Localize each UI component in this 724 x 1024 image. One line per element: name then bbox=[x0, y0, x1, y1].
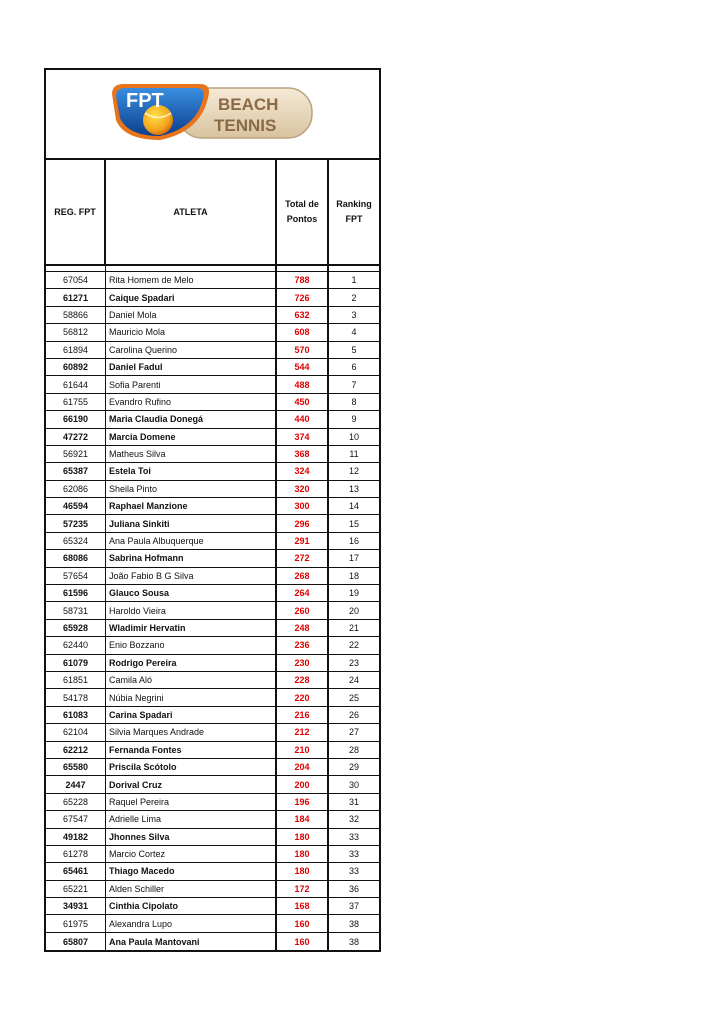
rank-cell: 28 bbox=[348, 744, 359, 755]
reg-cell: 61079 bbox=[46, 655, 106, 671]
points-cell: 368 bbox=[277, 446, 329, 462]
table-row bbox=[46, 481, 379, 498]
ranking-rows bbox=[46, 272, 379, 950]
table-row bbox=[46, 272, 379, 289]
header-athlete: ATLETA bbox=[106, 160, 277, 264]
header-points: Total de Pontos bbox=[277, 160, 329, 264]
points-cell: 264 bbox=[277, 585, 329, 601]
table-row bbox=[46, 342, 379, 359]
athlete-cell: Maria Claudia Donegá bbox=[106, 411, 277, 427]
points-cell: 632 bbox=[277, 307, 329, 323]
table-row bbox=[46, 620, 379, 637]
points-cell: 324 bbox=[277, 463, 329, 479]
reg-cell: 65324 bbox=[46, 533, 106, 549]
points-cell: 268 bbox=[277, 568, 329, 584]
rank-cell: 17 bbox=[348, 553, 359, 564]
reg-cell: 49182 bbox=[46, 829, 106, 845]
reg-cell: 58731 bbox=[46, 602, 106, 618]
reg-cell: 58866 bbox=[46, 307, 106, 323]
rank-cell: 24 bbox=[348, 675, 359, 686]
reg-cell: 54178 bbox=[46, 689, 106, 705]
athlete-cell: Ana Paula Albuquerque bbox=[106, 533, 277, 549]
table-row bbox=[46, 307, 379, 324]
athlete-cell: Daniel Mola bbox=[106, 307, 277, 323]
rank-cell: 33 bbox=[348, 849, 359, 860]
athlete-cell: Rodrigo Pereira bbox=[106, 655, 277, 671]
athlete-cell: Cinthia Cipolato bbox=[106, 898, 277, 914]
table-row bbox=[46, 829, 379, 846]
rank-cell: 21 bbox=[348, 623, 359, 633]
reg-cell: 65228 bbox=[46, 794, 106, 810]
reg-cell: 57654 bbox=[46, 568, 106, 584]
rank-cell: 4 bbox=[351, 327, 357, 338]
table-row bbox=[46, 863, 379, 880]
rank-cell: 36 bbox=[348, 883, 359, 894]
points-cell: 726 bbox=[277, 289, 329, 305]
reg-cell: 65461 bbox=[46, 863, 106, 879]
rank-cell: 22 bbox=[348, 640, 359, 651]
reg-cell: 65221 bbox=[46, 881, 106, 897]
reg-cell: 61644 bbox=[46, 376, 106, 392]
ranking-sheet bbox=[44, 68, 381, 952]
rank-cell: 38 bbox=[348, 936, 359, 947]
rank-cell: 15 bbox=[348, 518, 359, 529]
rank-cell: 5 bbox=[351, 344, 357, 355]
reg-cell: 61083 bbox=[46, 707, 106, 723]
athlete-cell: Dorival Cruz bbox=[106, 776, 277, 792]
header-reg: REG. FPT bbox=[46, 160, 106, 264]
rank-cell: 8 bbox=[351, 396, 357, 407]
athlete-cell: João Fabio B G Silva bbox=[106, 568, 277, 584]
reg-cell: 61755 bbox=[46, 394, 106, 410]
reg-cell: 56921 bbox=[46, 446, 106, 462]
reg-cell: 67547 bbox=[46, 811, 106, 827]
reg-cell: 61894 bbox=[46, 342, 106, 358]
athlete-cell: Enio Bozzano bbox=[106, 637, 277, 653]
table-row bbox=[46, 776, 379, 793]
reg-cell: 62212 bbox=[46, 742, 106, 758]
fpt-beach-tennis-logo bbox=[108, 80, 318, 144]
athlete-cell: Sheila Pinto bbox=[106, 481, 277, 497]
reg-cell: 61278 bbox=[46, 846, 106, 862]
athlete-cell: Camila Aló bbox=[106, 672, 277, 688]
reg-cell: 65580 bbox=[46, 759, 106, 775]
rank-cell: 6 bbox=[351, 362, 357, 373]
table-row bbox=[46, 585, 379, 602]
reg-cell: 47272 bbox=[46, 429, 106, 445]
rank-cell: 10 bbox=[348, 431, 359, 442]
points-cell: 180 bbox=[277, 863, 329, 879]
points-cell: 488 bbox=[277, 376, 329, 392]
athlete-cell: Priscila Scótolo bbox=[106, 759, 277, 775]
athlete-cell: Glauco Sousa bbox=[106, 585, 277, 601]
reg-cell: 60892 bbox=[46, 359, 106, 375]
points-cell: 180 bbox=[277, 846, 329, 862]
rank-cell: 23 bbox=[348, 657, 359, 668]
rank-cell: 1 bbox=[351, 275, 357, 286]
rank-cell: 20 bbox=[348, 605, 359, 616]
svg-text:TENNIS: TENNIS bbox=[214, 116, 277, 135]
points-cell: 210 bbox=[277, 742, 329, 758]
table-row bbox=[46, 898, 379, 915]
rank-cell: 9 bbox=[351, 414, 357, 425]
athlete-cell: Carolina Querino bbox=[106, 342, 277, 358]
rank-cell: 27 bbox=[348, 727, 359, 738]
table-header bbox=[46, 160, 379, 266]
reg-cell: 62086 bbox=[46, 481, 106, 497]
points-cell: 236 bbox=[277, 637, 329, 653]
points-cell: 216 bbox=[277, 707, 329, 723]
reg-cell: 57235 bbox=[46, 515, 106, 531]
reg-cell: 68086 bbox=[46, 550, 106, 566]
reg-cell: 2447 bbox=[46, 776, 106, 792]
rank-cell: 19 bbox=[348, 588, 359, 599]
athlete-cell: Silvia Marques Andrade bbox=[106, 724, 277, 740]
table-row bbox=[46, 429, 379, 446]
points-cell: 200 bbox=[277, 776, 329, 792]
table-row bbox=[46, 446, 379, 463]
athlete-cell: Núbia Negrini bbox=[106, 689, 277, 705]
points-cell: 544 bbox=[277, 359, 329, 375]
table-row bbox=[46, 846, 379, 863]
athlete-cell: Sofia Parenti bbox=[106, 376, 277, 392]
athlete-cell: Estela Toi bbox=[106, 463, 277, 479]
table-row bbox=[46, 498, 379, 515]
table-row bbox=[46, 724, 379, 741]
athlete-cell: Sabrina Hofmann bbox=[106, 550, 277, 566]
rank-cell: 18 bbox=[348, 570, 359, 581]
rank-cell: 13 bbox=[348, 483, 359, 494]
points-cell: 608 bbox=[277, 324, 329, 340]
reg-cell: 67054 bbox=[46, 272, 106, 288]
rank-cell: 38 bbox=[348, 918, 359, 929]
points-cell: 248 bbox=[277, 620, 329, 636]
athlete-cell: Caique Spadari bbox=[106, 289, 277, 305]
athlete-cell: Matheus Silva bbox=[106, 446, 277, 462]
table-row bbox=[46, 794, 379, 811]
athlete-cell: Raphael Manzione bbox=[106, 498, 277, 514]
rank-cell: 3 bbox=[351, 309, 357, 320]
points-cell: 196 bbox=[277, 794, 329, 810]
table-row bbox=[46, 550, 379, 567]
logo-cell bbox=[46, 70, 379, 160]
rank-cell: 2 bbox=[351, 292, 357, 303]
reg-cell: 61271 bbox=[46, 289, 106, 305]
rank-cell: 37 bbox=[348, 901, 359, 912]
table-row bbox=[46, 933, 379, 950]
reg-cell: 62440 bbox=[46, 637, 106, 653]
table-row bbox=[46, 811, 379, 828]
athlete-cell: Wladimir Hervatin bbox=[106, 620, 277, 636]
table-row bbox=[46, 742, 379, 759]
athlete-cell: Mauricio Mola bbox=[106, 324, 277, 340]
reg-cell: 65387 bbox=[46, 463, 106, 479]
points-cell: 788 bbox=[277, 272, 329, 288]
rank-cell: 11 bbox=[349, 449, 359, 460]
points-cell: 168 bbox=[277, 898, 329, 914]
athlete-cell: Marcio Cortez bbox=[106, 846, 277, 862]
table-row bbox=[46, 289, 379, 306]
reg-cell: 65928 bbox=[46, 620, 106, 636]
points-cell: 228 bbox=[277, 672, 329, 688]
points-cell: 272 bbox=[277, 550, 329, 566]
table-row bbox=[46, 568, 379, 585]
points-cell: 212 bbox=[277, 724, 329, 740]
athlete-cell: Daniel Fadul bbox=[106, 359, 277, 375]
reg-cell: 34931 bbox=[46, 898, 106, 914]
reg-cell: 61975 bbox=[46, 915, 106, 931]
points-cell: 450 bbox=[277, 394, 329, 410]
athlete-cell: Fernanda Fontes bbox=[106, 742, 277, 758]
points-cell: 296 bbox=[277, 515, 329, 531]
rank-cell: 16 bbox=[348, 536, 359, 547]
rank-cell: 29 bbox=[348, 762, 359, 773]
athlete-cell: Alexandra Lupo bbox=[106, 915, 277, 931]
points-cell: 160 bbox=[277, 933, 329, 950]
athlete-cell: Jhonnes Silva bbox=[106, 829, 277, 845]
points-cell: 160 bbox=[277, 915, 329, 931]
reg-cell: 46594 bbox=[46, 498, 106, 514]
table-row bbox=[46, 463, 379, 480]
table-row bbox=[46, 759, 379, 776]
athlete-cell: Ana Paula Mantovani bbox=[106, 933, 277, 950]
points-cell: 320 bbox=[277, 481, 329, 497]
points-cell: 291 bbox=[277, 533, 329, 549]
table-row bbox=[46, 689, 379, 706]
rank-cell: 26 bbox=[348, 709, 359, 720]
rank-cell: 33 bbox=[348, 866, 359, 877]
table-row bbox=[46, 515, 379, 532]
points-cell: 220 bbox=[277, 689, 329, 705]
points-cell: 184 bbox=[277, 811, 329, 827]
athlete-cell: Raquel Pereira bbox=[106, 794, 277, 810]
rank-cell: 14 bbox=[348, 501, 359, 512]
reg-cell: 65807 bbox=[46, 933, 106, 950]
svg-text:FPT: FPT bbox=[126, 90, 164, 112]
points-cell: 172 bbox=[277, 881, 329, 897]
athlete-cell: Carina Spadari bbox=[106, 707, 277, 723]
athlete-cell: Haroldo Vieira bbox=[106, 602, 277, 618]
athlete-cell: Evandro Rufino bbox=[106, 394, 277, 410]
rank-cell: 12 bbox=[348, 466, 359, 477]
rank-cell: 32 bbox=[348, 814, 359, 825]
points-cell: 260 bbox=[277, 602, 329, 618]
athlete-cell: Adrielle Lima bbox=[106, 811, 277, 827]
athlete-cell: Alden Schiller bbox=[106, 881, 277, 897]
reg-cell: 61851 bbox=[46, 672, 106, 688]
points-cell: 230 bbox=[277, 655, 329, 671]
table-row bbox=[46, 359, 379, 376]
table-row bbox=[46, 411, 379, 428]
rank-cell: 33 bbox=[348, 831, 359, 842]
points-cell: 300 bbox=[277, 498, 329, 514]
athlete-cell: Thiago Macedo bbox=[106, 863, 277, 879]
table-row bbox=[46, 324, 379, 341]
points-cell: 180 bbox=[277, 829, 329, 845]
table-row bbox=[46, 915, 379, 932]
reg-cell: 62104 bbox=[46, 724, 106, 740]
athlete-cell: Marcia Domene bbox=[106, 429, 277, 445]
header-rank: Ranking FPT bbox=[336, 199, 372, 224]
table-row bbox=[46, 602, 379, 619]
rank-cell: 7 bbox=[351, 379, 357, 390]
points-cell: 440 bbox=[277, 411, 329, 427]
table-row bbox=[46, 672, 379, 689]
athlete-cell: Rita Homem de Melo bbox=[106, 272, 277, 288]
table-row bbox=[46, 707, 379, 724]
rank-cell: 30 bbox=[348, 779, 359, 790]
rank-cell: 25 bbox=[348, 692, 359, 703]
table-row bbox=[46, 881, 379, 898]
table-row bbox=[46, 394, 379, 411]
table-row bbox=[46, 533, 379, 550]
reg-cell: 66190 bbox=[46, 411, 106, 427]
svg-text:BEACH: BEACH bbox=[218, 95, 279, 114]
athlete-cell: Juliana Sinkiti bbox=[106, 515, 277, 531]
points-cell: 204 bbox=[277, 759, 329, 775]
reg-cell: 61596 bbox=[46, 585, 106, 601]
reg-cell: 56812 bbox=[46, 324, 106, 340]
table-row bbox=[46, 655, 379, 672]
table-row bbox=[46, 376, 379, 393]
points-cell: 374 bbox=[277, 429, 329, 445]
rank-cell: 31 bbox=[348, 796, 359, 807]
table-row bbox=[46, 637, 379, 654]
points-cell: 570 bbox=[277, 342, 329, 358]
